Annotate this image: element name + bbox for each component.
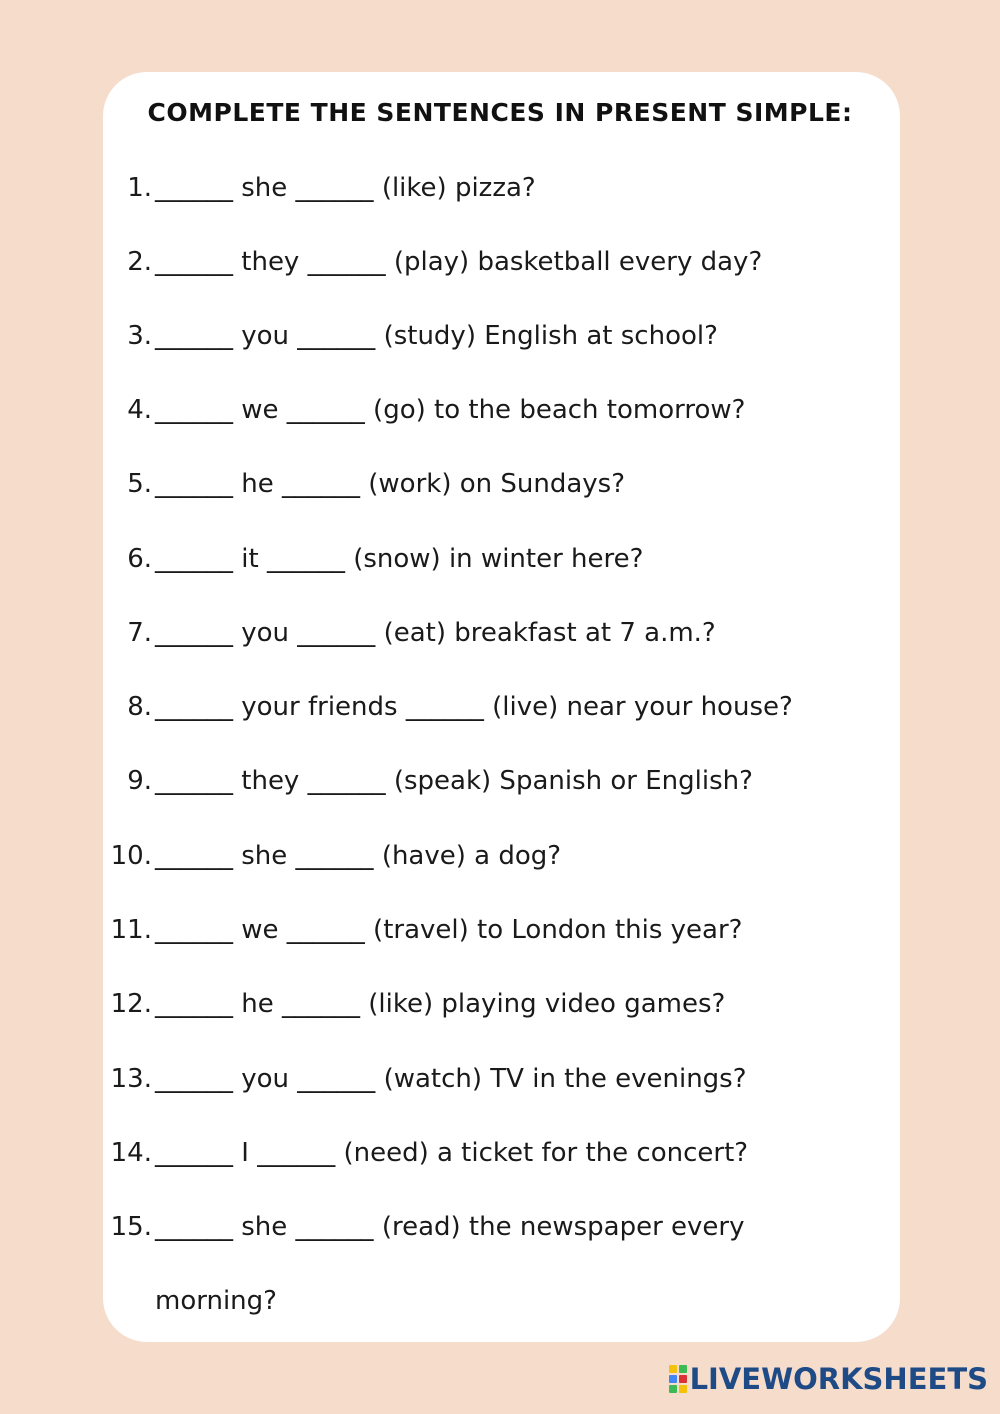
item-number: 15. bbox=[110, 1212, 152, 1242]
item-number: 8. bbox=[127, 692, 152, 722]
exercise-item bbox=[0, 613, 1000, 653]
liveworksheets-logo[interactable] bbox=[669, 1362, 988, 1396]
item-sentence: ______ it ______ (snow) in winter here? bbox=[155, 544, 644, 574]
exercise-item bbox=[0, 1133, 1000, 1173]
item-sentence: morning? bbox=[155, 1286, 277, 1316]
item-sentence: ______ you ______ (eat) breakfast at 7 a.m.? bbox=[155, 618, 716, 648]
exercise-item bbox=[0, 836, 1000, 876]
item-sentence: ______ she ______ (like) pizza? bbox=[155, 173, 536, 203]
exercise-item bbox=[0, 168, 1000, 208]
exercise-item bbox=[0, 242, 1000, 282]
item-number: 10. bbox=[110, 841, 152, 871]
worksheet-title: COMPLETE THE SENTENCES IN PRESENT SIMPLE: bbox=[147, 98, 853, 127]
exercise-item bbox=[0, 539, 1000, 579]
item-number: 3. bbox=[127, 321, 152, 351]
item-sentence: ______ they ______ (play) basketball every day? bbox=[155, 247, 763, 277]
item-number: 6. bbox=[127, 544, 152, 574]
item-sentence: ______ he ______ (work) on Sundays? bbox=[155, 469, 626, 499]
item-sentence: ______ they ______ (speak) Spanish or English? bbox=[155, 766, 753, 796]
item-sentence: ______ you ______ (study) English at school? bbox=[155, 321, 718, 351]
exercise-item bbox=[0, 390, 1000, 430]
item-number: 5. bbox=[127, 469, 152, 499]
item-sentence: ______ you ______ (watch) TV in the evenings? bbox=[155, 1064, 747, 1094]
exercise-item bbox=[0, 1207, 1000, 1247]
item-number: 9. bbox=[127, 766, 152, 796]
item-number: 4. bbox=[127, 395, 152, 425]
exercise-item bbox=[0, 687, 1000, 727]
item-number: 11. bbox=[110, 915, 152, 945]
item-number: 1. bbox=[127, 173, 152, 203]
item-number: 13. bbox=[110, 1064, 152, 1094]
item-sentence: ______ your friends ______ (live) near your house? bbox=[155, 692, 793, 722]
item-sentence: ______ she ______ (read) the newspaper every bbox=[155, 1212, 745, 1242]
item-number: 7. bbox=[127, 618, 152, 648]
liveworksheets-logo-icon bbox=[669, 1365, 687, 1393]
logo-text: LIVEWORKSHEETS bbox=[689, 1362, 988, 1396]
item-sentence: ______ she ______ (have) a dog? bbox=[155, 841, 562, 871]
item-number: 14. bbox=[110, 1138, 152, 1168]
exercise-item bbox=[0, 761, 1000, 801]
item-number: 2. bbox=[127, 247, 152, 277]
item-number: 12. bbox=[110, 989, 152, 1019]
exercise-item bbox=[0, 984, 1000, 1024]
exercise-item bbox=[0, 910, 1000, 950]
exercise-item-continuation bbox=[0, 1281, 1000, 1321]
item-sentence: ______ we ______ (travel) to London this year? bbox=[155, 915, 743, 945]
exercise-item bbox=[0, 316, 1000, 356]
item-sentence: ______ we ______ (go) to the beach tomorrow? bbox=[155, 395, 746, 425]
exercise-item bbox=[0, 464, 1000, 504]
item-sentence: ______ I ______ (need) a ticket for the concert? bbox=[155, 1138, 749, 1168]
item-sentence: ______ he ______ (like) playing video games? bbox=[155, 989, 726, 1019]
exercise-item bbox=[0, 1059, 1000, 1099]
